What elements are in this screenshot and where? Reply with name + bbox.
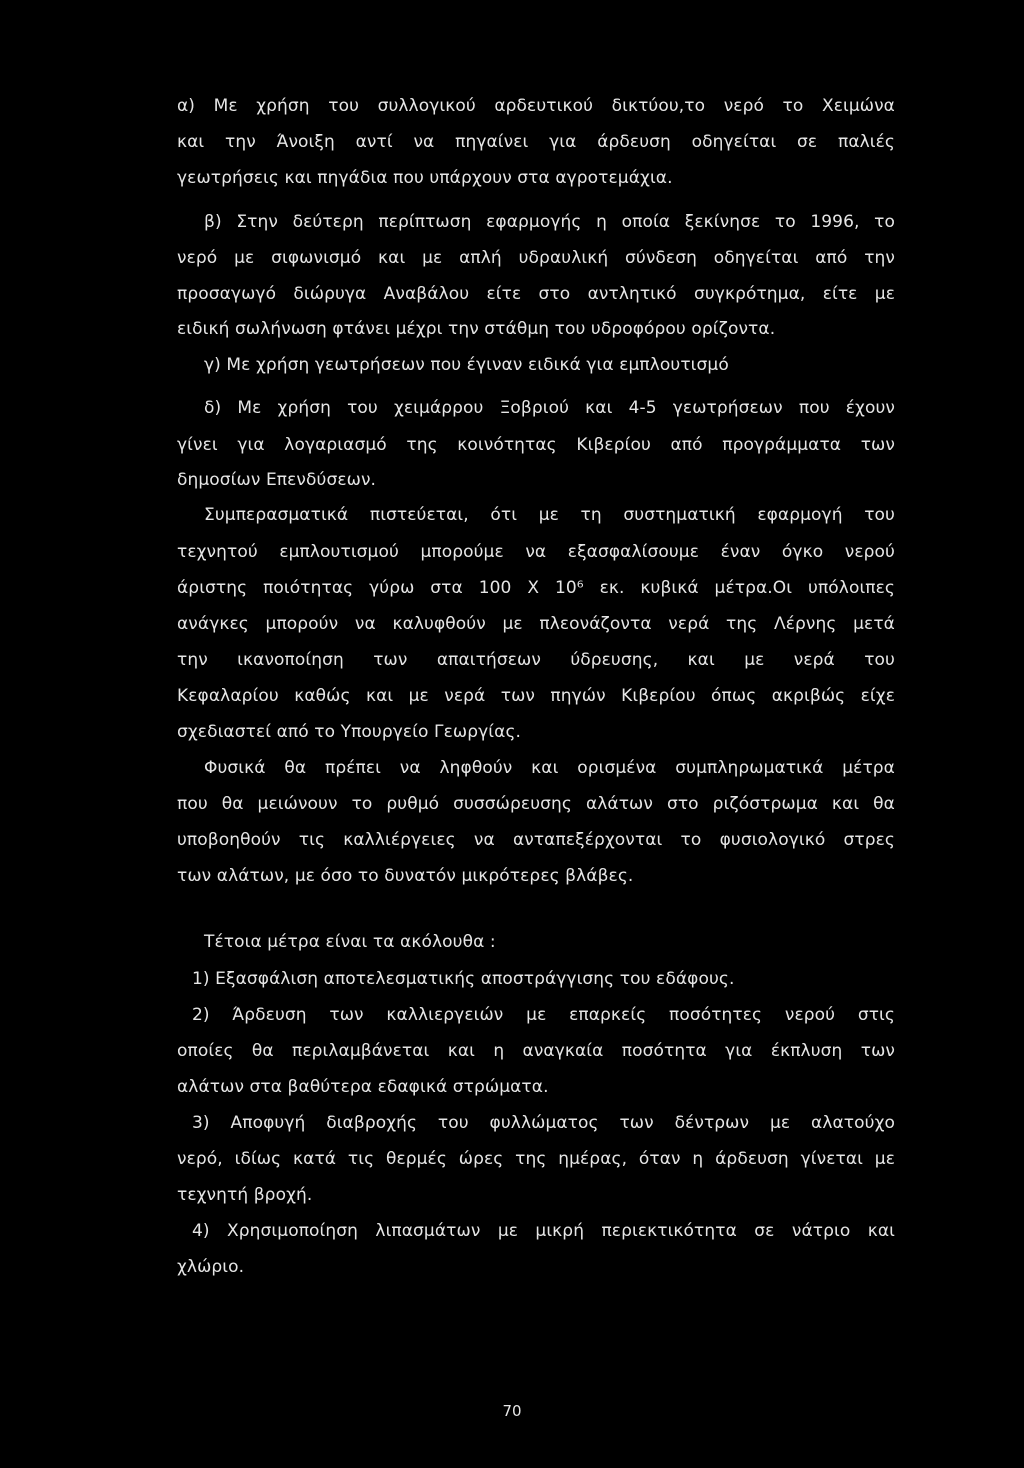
- conclusion-line-4: ανάγκες μπορούν να καλυφθούν με πλεονάζοντα νερά της Λέρνης μετά: [177, 614, 895, 634]
- paragraph-a-line-3: γεωτρήσεις και πηγάδια που υπάρχουν στα αγροτεμάχια.: [177, 168, 673, 188]
- measures-intro-line-2: που θα μειώνουν το ρυθμό συσσώρευσης αλάτων στο ριζόστρωμα και θα: [177, 794, 895, 814]
- paragraph-b-line-1: β) Στην δεύτερη περίπτωση εφαρμογής η οποία ξεκίνησε το 1996, το: [204, 212, 895, 232]
- measure-1: 1) Εξασφάλιση αποτελεσματικής αποστράγγισης του εδάφους.: [192, 969, 735, 989]
- measure-3-line-2: νερό, ιδίως κατά τις θερμές ώρες της ημέρας, όταν η άρδευση γίνεται με: [177, 1149, 895, 1169]
- measure-2-line-2: οποίες θα περιλαμβάνεται και η αναγκαία ποσότητα για έκπλυση των: [177, 1041, 895, 1061]
- conclusion-line-3: άριστης ποιότητας γύρω στα 100 Χ 10⁶ εκ. κυβικά μέτρα.Οι υπόλοιπες: [177, 578, 895, 598]
- paragraph-a-line-1: α) Με χρήση του συλλογικού αρδευτικού δικτύου,το νερό το Χειμώνα: [177, 96, 895, 116]
- measure-3-line-3: τεχνητή βροχή.: [177, 1185, 313, 1205]
- measure-3-line-1: 3) Αποφυγή διαβροχής του φυλλώματος των δέντρων με αλατούχο: [192, 1113, 895, 1133]
- paragraph-b-line-2: νερό με σιφωνισμό και με απλή υδραυλική σύνδεση οδηγείται από την: [177, 248, 895, 268]
- conclusion-line-1: Συμπερασματικά πιστεύεται, ότι με τη συστηματική εφαρμογή του: [204, 505, 895, 525]
- measure-2-line-3: αλάτων στα βαθύτερα εδαφικά στρώματα.: [177, 1077, 549, 1097]
- paragraph-d-line-3: δημοσίων Επενδύσεων.: [177, 470, 377, 490]
- page-number: 70: [502, 1402, 522, 1420]
- conclusion-line-7: σχεδιαστεί από το Υπουργείο Γεωργίας.: [177, 722, 522, 742]
- measure-2-line-1: 2) Άρδευση των καλλιεργειών με επαρκείς ποσότητες νερού στις: [192, 1005, 895, 1025]
- measure-4-line-2: χλώριο.: [177, 1257, 245, 1277]
- conclusion-line-5: την ικανοποίηση των απαιτήσεων ύδρευσης, και με νερά του: [177, 650, 895, 670]
- paragraph-b-line-3: προσαγωγό διώρυγα Αναβάλου είτε στο αντλητικό συγκρότημα, είτε με: [177, 284, 895, 304]
- measures-intro-line-3: υποβοηθούν τις καλλιέργειες να ανταπεξέρχονται το φυσιολογικό στρες: [177, 830, 895, 850]
- measures-heading: Τέτοια μέτρα είναι τα ακόλουθα :: [204, 932, 496, 952]
- paragraph-d-line-2: γίνει για λογαριασμό της κοινότητας Κιβερίου από προγράμματα των: [177, 435, 895, 455]
- measures-intro-line-1: Φυσικά θα πρέπει να ληφθούν και ορισμένα συμπληρωματικά μέτρα: [204, 758, 895, 778]
- paragraph-b-line-4: ειδική σωλήνωση φτάνει μέχρι την στάθμη του υδροφόρου ορίζοντα.: [177, 319, 776, 339]
- measure-4-line-1: 4) Χρησιμοποίηση λιπασμάτων με μικρή περιεκτικότητα σε νάτριο και: [192, 1221, 895, 1241]
- paragraph-c-line-1: γ) Με χρήση γεωτρήσεων που έγιναν ειδικά για εμπλουτισμό: [204, 355, 729, 375]
- conclusion-line-2: τεχνητού εμπλουτισμού μπορούμε να εξασφαλίσουμε έναν όγκο νερού: [177, 542, 895, 562]
- paragraph-a-line-2: και την Άνοιξη αντί να πηγαίνει για άρδευση οδηγείται σε παλιές: [177, 132, 895, 152]
- measures-intro-line-4: των αλάτων, με όσο το δυνατόν μικρότερες βλάβες.: [177, 866, 634, 886]
- conclusion-line-6: Κεφαλαρίου καθώς και με νερά των πηγών Κιβερίου όπως ακριβώς είχε: [177, 686, 895, 706]
- paragraph-d-line-1: δ) Με χρήση του χειμάρρου Ξοβριού και 4-5 γεωτρήσεων που έχουν: [204, 398, 895, 418]
